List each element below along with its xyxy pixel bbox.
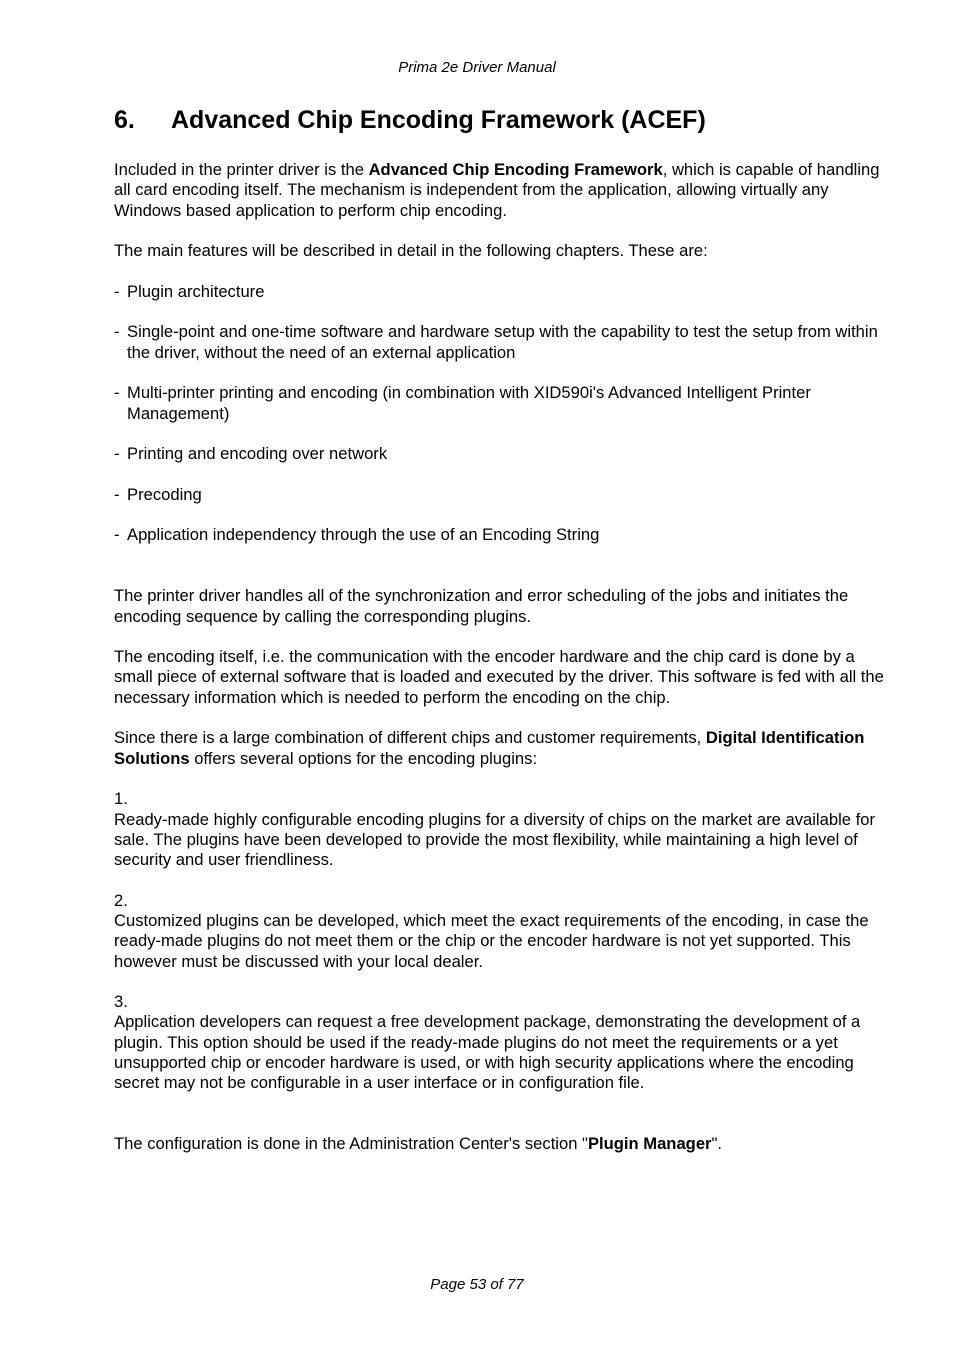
option-item-2 [114,891,894,972]
feature-text: Printing and encoding over network [127,444,388,464]
option-item-3 [114,992,894,1093]
intro-bold-term: Advanced Chip Encoding Framework [368,160,663,179]
sync-paragraph: The printer driver handles all of the synchronization and error scheduling of the jobs and initiates the encoding sequence by calling the corresponding plugins. [114,586,849,626]
feature-text: Multi-printer printing and encoding (in combination with XID590i's Advanced Intelligent Printer Management) [127,383,811,423]
page-content [114,160,894,1175]
options-intro-paragraph [114,728,894,769]
option-number: 3. [114,992,128,1012]
bullet-dash: - [114,322,120,342]
config-text-before: The configuration is done in the Administration Center's section " [114,1134,588,1154]
options-text-after: offers several options for the encoding plugins: [189,748,538,768]
feature-item [114,444,894,464]
intro-text-after: , which is capable of handling all card encoding itself. The mechanism is independent from the application, allowing virtually any Windows based application to perform chip encoding. [114,160,880,220]
features-intro-paragraph: The main features will be described in detail in the following chapters. These are: [114,241,708,261]
encoding-paragraph: The encoding itself, i.e. the communication with the encoder hardware and the chip card is done by a small piece of external software that is loaded and executed by the driver. This software is fed with all the necessary information which is needed to perform the encoding on the chip. [114,647,884,707]
option-number: 1. [114,789,128,809]
feature-item [114,525,894,545]
feature-item [114,383,894,424]
options-text-before: Since there is a large combination of different chips and customer requirements, [114,728,706,748]
feature-item [114,282,894,302]
bullet-dash: - [114,525,120,545]
bullet-dash: - [114,484,120,504]
config-paragraph [114,1134,894,1154]
feature-text: Single-point and one-time software and hardware setup with the capability to test the setup from within the driver, without the need of an external application [127,322,878,362]
bullet-dash: - [114,444,120,464]
plugin-manager-term: Plugin Manager [587,1134,712,1154]
company-name: Digital Identification Solutions [114,728,865,768]
config-text-after: ". [711,1134,723,1154]
option-text: Ready-made highly configurable encoding plugins for a diversity of chips on the market are available for sale. The plugins have been developed to provide the most flexibility, while maintaining a high level of security and user friendliness. [114,809,875,870]
feature-text: Plugin architecture [127,281,265,301]
feature-item [114,485,894,505]
section-title-text: Advanced Chip Encoding Framework (ACEF) [171,106,706,134]
bullet-dash: - [114,281,120,301]
option-text: Application developers can request a free development package, demonstrating the development of a plugin. This option should be used if the ready-made plugins do not meet the requirements or a yet unsupported chip or encoder hardware is used, or with high security applications where the encoding secret may not be configurable in a user interface or in configuration file. [114,1012,861,1093]
bullet-dash: - [114,383,120,403]
page-footer: Page 53 of 77 [430,1276,524,1293]
section-title [114,104,706,136]
intro-text-before: Included in the printer driver is the [114,160,369,179]
option-item-1 [114,789,894,870]
feature-text: Precoding [127,484,202,504]
option-text: Customized plugins can be developed, which meet the exact requirements of the encoding, in case the ready-made plugins do not meet them or the chip or the encoder hardware is not yet supported. This however must be discussed with your local dealer. [114,910,869,971]
intro-paragraph [114,160,894,221]
page-header: Prima 2e Driver Manual [398,59,556,76]
option-number: 2. [114,890,128,910]
feature-item [114,322,894,363]
feature-text: Application independency through the use of an Encoding String [127,525,600,545]
section-number: 6. [114,106,135,134]
features-list [114,282,894,546]
